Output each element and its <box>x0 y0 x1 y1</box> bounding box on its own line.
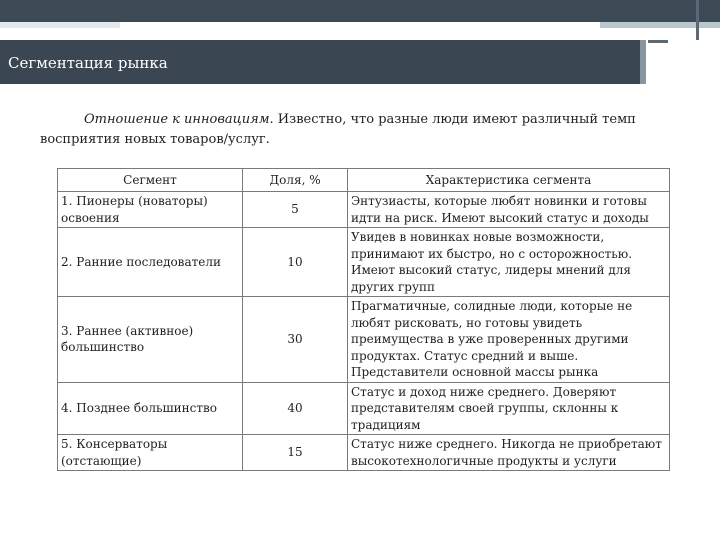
title-bar <box>0 40 640 84</box>
cell-segment: 2. Ранние последователи <box>58 228 243 297</box>
top-decor-band <box>0 0 720 22</box>
cell-share: 5 <box>243 192 348 228</box>
cell-segment: 3. Раннее (активное) большинство <box>58 297 243 383</box>
slide-title: Сегментация рынка <box>8 54 168 72</box>
cell-segment: 4. Позднее большинство <box>58 382 243 435</box>
table-row <box>58 228 670 297</box>
decor-horizontal-line <box>648 40 668 43</box>
cell-characteristic: Увидев в новинках новые возможности, принимают их быстро, но с осторожностью. Имеют высокий статус, лидеры мнений для других групп <box>348 228 670 297</box>
decor-strip-segment <box>600 22 720 28</box>
intro-paragraph <box>40 110 690 150</box>
table-header-row <box>58 169 670 192</box>
cell-share: 15 <box>243 435 348 471</box>
table-row <box>58 192 670 228</box>
decor-strip-segment <box>0 22 120 28</box>
table-row <box>58 297 670 383</box>
header-share: Доля, % <box>243 169 348 192</box>
decor-strip-segment <box>120 22 600 28</box>
cell-share: 40 <box>243 382 348 435</box>
cell-segment: 1. Пионеры (новаторы) освоения <box>58 192 243 228</box>
cell-characteristic: Прагматичные, солидные люди, которые не любят рисковать, но готовы увидеть преимущества в уже проверенных другими продуктах. Статус средний и выше. Представители основной массы рынка <box>348 297 670 383</box>
table-row <box>58 382 670 435</box>
cell-characteristic: Статус ниже среднего. Никогда не приобретают высокотехнологичные продукты и услуги <box>348 435 670 471</box>
header-characteristic: Характеристика сегмента <box>348 169 670 192</box>
intro-text: Известно, что разные люди имеют различный темп восприятия новых товаров/услуг. <box>40 112 636 147</box>
decor-vertical-line <box>696 0 699 40</box>
table-row <box>58 435 670 471</box>
top-decor-strip <box>0 22 720 28</box>
cell-share: 30 <box>243 297 348 383</box>
intro-italic: Отношение к инновациям. <box>84 112 274 127</box>
title-accent <box>640 40 646 84</box>
cell-share: 10 <box>243 228 348 297</box>
cell-segment: 5. Консерваторы (отстающие) <box>58 435 243 471</box>
cell-characteristic: Статус и доход ниже среднего. Доверяют представителям своей группы, склонны к традициям <box>348 382 670 435</box>
segments-table <box>57 168 670 471</box>
header-segment: Сегмент <box>58 169 243 192</box>
cell-characteristic: Энтузиасты, которые любят новинки и готовы идти на риск. Имеют высокий статус и доходы <box>348 192 670 228</box>
